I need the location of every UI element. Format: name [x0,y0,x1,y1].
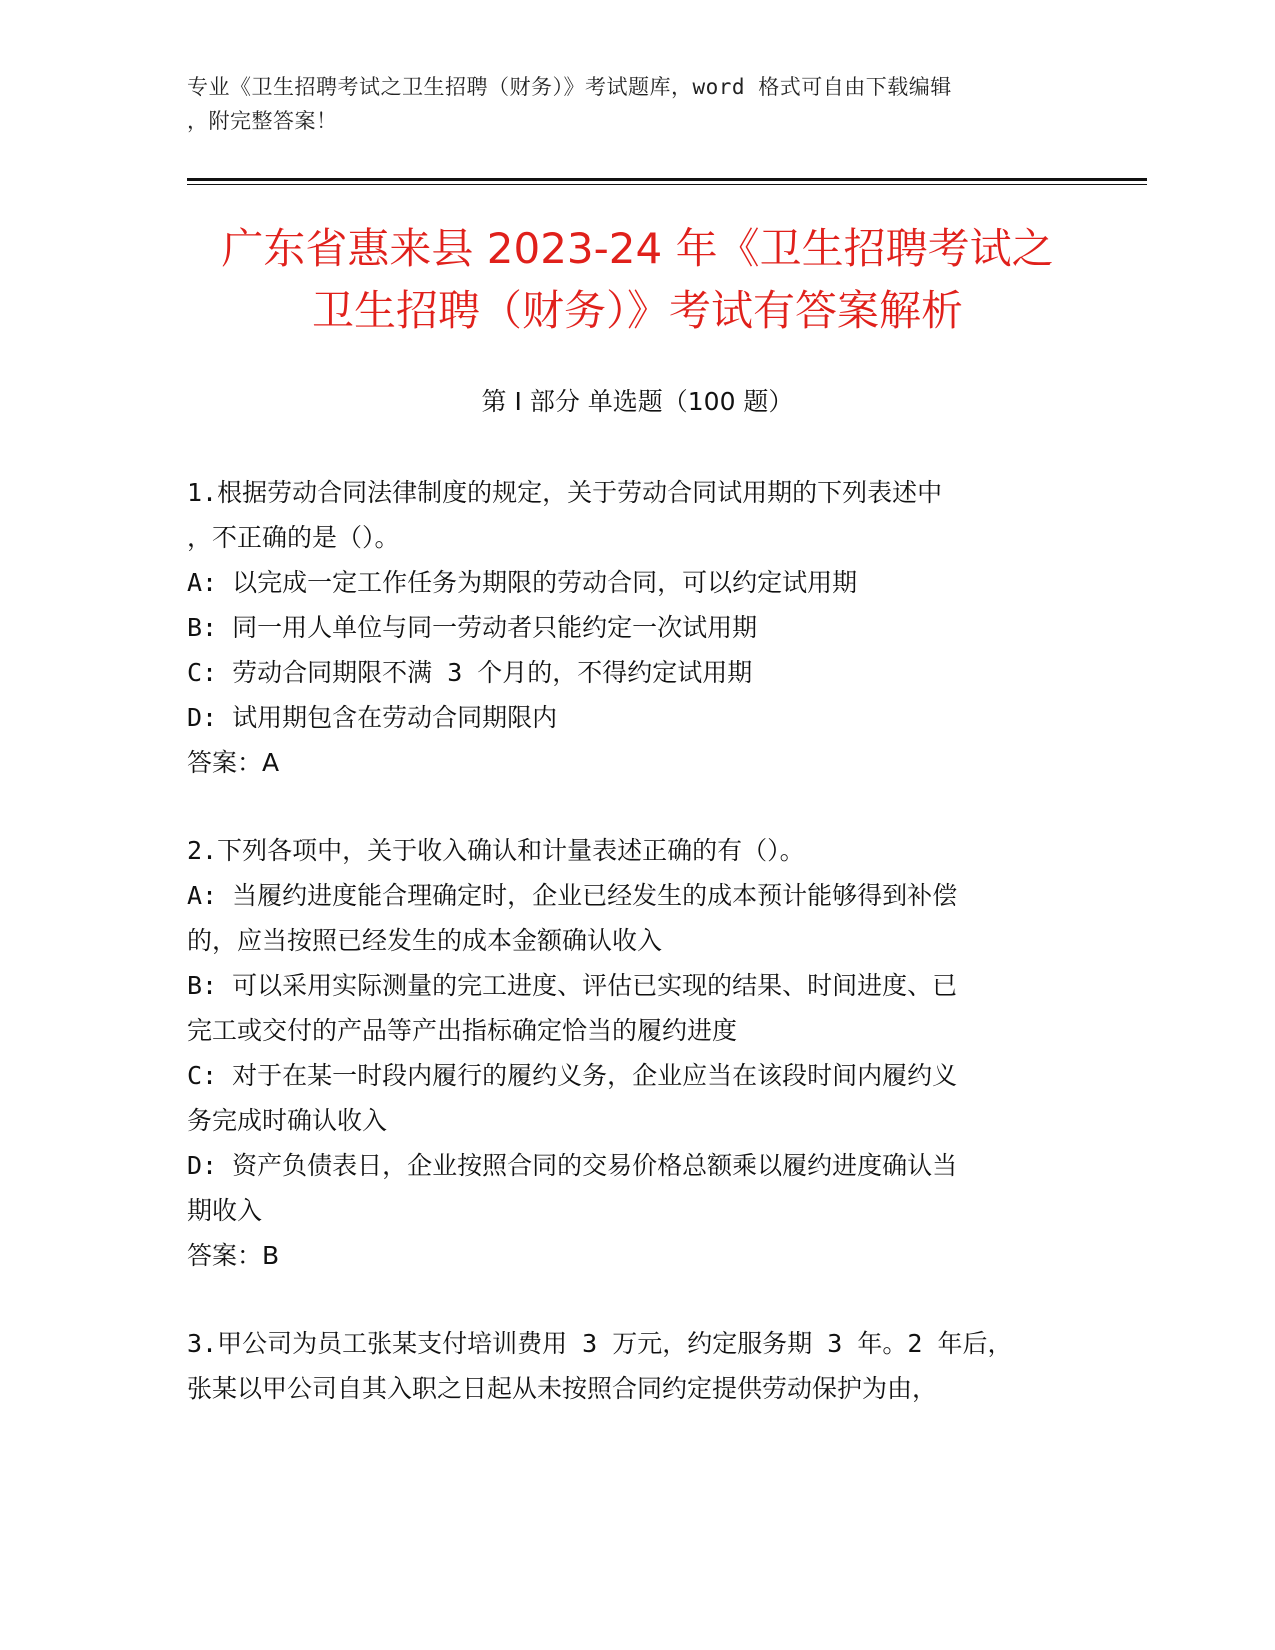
question-stem-line: 1.根据劳动合同法律制度的规定，关于劳动合同试用期的下列表述中 [187,478,943,507]
question-item [187,470,1067,785]
document-title [150,218,1125,342]
answer-option-line: A: 当履约进度能合理确定时，企业已经发生的成本预计能够得到补偿 [187,881,958,910]
question-stem-line: 3.甲公司为员工张某支付培训费用 3 万元，约定服务期 3 年。2 年后， [187,1329,1013,1358]
question-stem-line: 2.下列各项中，关于收入确认和计量表述正确的有（）。 [187,836,805,865]
answer-option-line: 务完成时确认收入 [187,1106,388,1135]
answer-label: 答案： [187,748,263,777]
answer-option-line: B: 可以采用实际测量的完工进度、评估已实现的结果、时间进度、已 [187,971,958,1000]
answer-label: 答案： [187,1241,263,1270]
answer-option-line: 的，应当按照已经发生的成本金额确认收入 [187,926,663,955]
question-stem-line: ，不正确的是（）。 [187,523,400,552]
answer-option-line: A: 以完成一定工作任务为期限的劳动合同，可以约定试用期 [187,568,858,597]
answer-line [187,1233,1067,1278]
question-list [187,470,1067,1454]
answer-value: A [262,748,280,777]
answer-option-line: D: 试用期包含在劳动合同期限内 [187,703,558,732]
header-rule-thick [187,178,1147,181]
answer-option-line: B: 同一用人单位与同一劳动者只能约定一次试用期 [187,613,758,642]
title-line: 广东省惠来县 2023-24 年《卫生招聘考试之 [221,224,1054,273]
header-note-line: 专业《卫生招聘考试之卫生招聘（财务）》考试题库，word 格式可自由下载编辑 [187,75,952,99]
question-item [187,828,1067,1278]
answer-line [187,740,1067,785]
answer-option-line: 完工或交付的产品等产出指标确定恰当的履约进度 [187,1016,738,1045]
section-heading: 第 I 部分 单选题（100 题） [481,387,794,416]
answer-option-line: C: 对于在某一时段内履行的履约义务，企业应当在该段时间内履约义 [187,1061,958,1090]
header-note-line: ，附完整答案！ [187,109,338,133]
answer-value: B [262,1241,280,1270]
question-stem-line: 张某以甲公司自其入职之日起从未按照合同约定提供劳动保护为由， [187,1374,938,1403]
answer-option-line: 期收入 [187,1196,263,1225]
header-note [187,70,1087,138]
header-rule-thin [187,184,1147,185]
answer-option-line: D: 资产负债表日，企业按照合同的交易价格总额乘以履约进度确认当 [187,1151,958,1180]
answer-option-line: C: 劳动合同期限不满 3 个月的，不得约定试用期 [187,658,753,687]
question-item [187,1321,1067,1411]
title-line: 卫生招聘（财务）》考试有答案解析 [311,286,963,335]
